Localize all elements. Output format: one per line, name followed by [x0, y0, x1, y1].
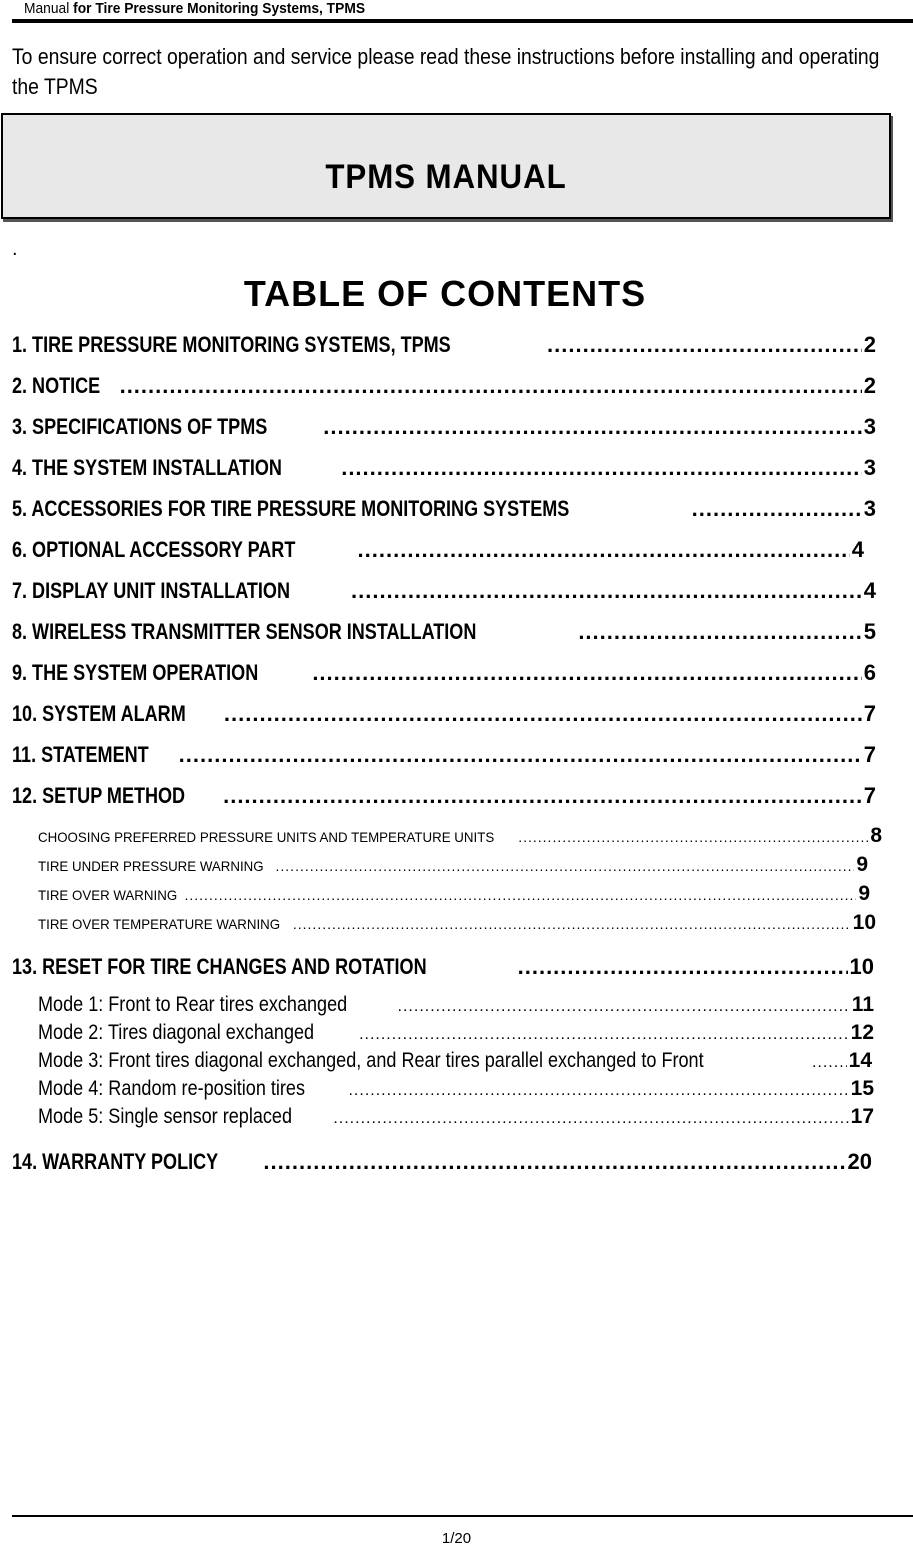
toc-entry-page: 7	[863, 783, 876, 808]
toc-entry-page: 2	[863, 332, 876, 357]
toc-entry-label: 4. THE SYSTEM INSTALLATION	[12, 455, 282, 480]
toc-leader	[398, 998, 850, 1016]
toc-leader	[120, 373, 862, 399]
toc-entry[interactable]	[12, 619, 876, 645]
toc-entry-page: 2	[863, 373, 876, 398]
toc-subentry-label: CHOOSING PREFERRED PRESSURE UNITS AND TEMPERATURE UNITS	[38, 829, 495, 845]
header-rule	[12, 19, 913, 23]
toc-subentry[interactable]	[38, 882, 870, 906]
toc-entry-page: 4	[863, 578, 876, 603]
toc-entry-label: 11. STATEMENT	[12, 742, 149, 767]
toc-subentry-label: TIRE OVER TEMPERATURE WARNING	[38, 916, 281, 932]
toc-mode-entry[interactable]	[38, 1021, 874, 1045]
toc-title: TABLE OF CONTENTS	[243, 273, 647, 314]
toc-leader	[578, 619, 861, 645]
toc-mode-page: 14	[848, 1049, 872, 1072]
toc-leader	[323, 414, 861, 440]
toc-leader	[692, 496, 862, 522]
toc-entry-label: 13. RESET FOR TIRE CHANGES AND ROTATION	[12, 954, 427, 979]
toc-entry[interactable]	[12, 455, 876, 481]
toc-leader	[276, 858, 855, 874]
toc-entry[interactable]	[12, 1149, 872, 1175]
toc-mode-entry[interactable]	[38, 993, 874, 1017]
toc-mode-entry[interactable]	[38, 1105, 874, 1129]
toc-entry-label: 12. SETUP METHOD	[12, 783, 186, 808]
toc-mode-page: 17	[850, 1105, 874, 1128]
toc-entry-label: 10. SYSTEM ALARM	[12, 701, 186, 726]
toc-entry[interactable]	[12, 701, 876, 727]
header-title: for Tire Pressure Monitoring Systems, TPMS	[73, 0, 366, 17]
toc-entry-label: 2. NOTICE	[12, 373, 101, 398]
toc-leader	[293, 916, 851, 932]
toc-entry[interactable]	[12, 332, 876, 358]
toc-subentry-page: 8	[870, 824, 882, 847]
toc-leader	[812, 1054, 847, 1072]
toc-entry[interactable]	[12, 783, 876, 809]
page-header	[24, 0, 365, 18]
toc-mode-entry[interactable]	[38, 1049, 872, 1073]
toc-entry-page: 7	[863, 742, 876, 767]
toc-entry-label: 3. SPECIFICATIONS OF TPMS	[12, 414, 268, 439]
toc-subentry-page: 9	[858, 882, 870, 905]
toc-leader	[179, 742, 862, 768]
toc-leader	[341, 455, 862, 481]
toc-mode-label: Mode 2: Tires diagonal exchanged	[38, 1021, 315, 1044]
toc-entry[interactable]	[12, 496, 876, 522]
header-prefix: Manual	[24, 0, 70, 17]
manual-title: TPMS MANUAL	[325, 158, 567, 196]
toc-leader	[518, 954, 848, 980]
toc-leader	[333, 1110, 848, 1128]
toc-mode-label: Mode 4: Random re-position tires	[38, 1077, 306, 1100]
toc-leader	[359, 1026, 849, 1044]
toc-subentry-label: TIRE OVER WARNING	[38, 887, 178, 903]
toc-entry-label: 8. WIRELESS TRANSMITTER SENSOR INSTALLATION	[12, 619, 477, 644]
manual-title-box	[1, 113, 891, 219]
toc-leader	[351, 578, 862, 604]
toc-leader	[263, 1149, 845, 1175]
toc-leader	[348, 1082, 848, 1100]
toc-entry[interactable]	[12, 660, 876, 686]
toc-entry-page: 3	[863, 414, 876, 439]
toc-entry-label: 14. WARRANTY POLICY	[12, 1149, 219, 1174]
toc-entry-label: 6. OPTIONAL ACCESSORY PART	[12, 537, 296, 562]
toc-entry[interactable]	[12, 537, 864, 563]
toc-mode-label: Mode 5: Single sensor replaced	[38, 1105, 292, 1128]
toc-entry-page: 10	[849, 954, 874, 979]
footer-rule	[12, 1515, 913, 1517]
toc-entry[interactable]	[12, 373, 876, 399]
toc-leader	[518, 829, 868, 845]
toc-mode-page: 15	[850, 1077, 874, 1100]
toc-entry-page: 6	[863, 660, 876, 685]
toc-entry-label: 7. DISPLAY UNIT INSTALLATION	[12, 578, 290, 603]
toc-entry-page: 3	[863, 455, 876, 480]
toc-mode-label: Mode 3: Front tires diagonal exchanged, and Rear tires parallel exchanged to Front	[38, 1049, 704, 1072]
toc-subentry[interactable]	[38, 824, 882, 848]
toc-mode-page: 12	[850, 1021, 874, 1044]
toc-entry[interactable]	[12, 954, 874, 980]
stray-dot: .	[12, 238, 18, 260]
toc-subentry-label: TIRE UNDER PRESSURE WARNING	[38, 858, 264, 874]
toc-entry-page: 3	[863, 496, 876, 521]
toc-subentry-page: 10	[852, 911, 876, 934]
toc-leader	[185, 887, 857, 903]
toc-mode-label: Mode 1: Front to Rear tires exchanged	[38, 993, 348, 1016]
toc-entry-page: 4	[851, 537, 864, 562]
toc-subentry[interactable]	[38, 853, 868, 877]
page-number: 1/20	[441, 1530, 472, 1547]
toc-entry[interactable]	[12, 742, 876, 768]
toc-entry[interactable]	[12, 578, 876, 604]
toc-entry-label: 1. TIRE PRESSURE MONITORING SYSTEMS, TPMS	[12, 332, 451, 357]
toc-entry-label: 9. THE SYSTEM OPERATION	[12, 660, 259, 685]
toc-entry-page: 5	[863, 619, 876, 644]
toc-leader	[547, 332, 862, 358]
toc-entry-page: 20	[847, 1149, 872, 1174]
toc-leader	[224, 701, 862, 727]
toc-leader	[358, 537, 850, 563]
toc-leader	[312, 660, 861, 686]
toc-entry[interactable]	[12, 414, 876, 440]
toc-subentry[interactable]	[38, 911, 876, 935]
toc-leader	[223, 783, 862, 809]
toc-entry-page: 7	[863, 701, 876, 726]
toc-entry-label: 5. ACCESSORIES FOR TIRE PRESSURE MONITORING SYSTEMS	[12, 496, 570, 521]
intro-text: To ensure correct operation and service please read these instructions before installing and operating the TPMS	[12, 44, 880, 99]
toc-mode-entry[interactable]	[38, 1077, 874, 1101]
toc-mode-page: 11	[851, 993, 874, 1016]
toc-subentry-page: 9	[856, 853, 868, 876]
